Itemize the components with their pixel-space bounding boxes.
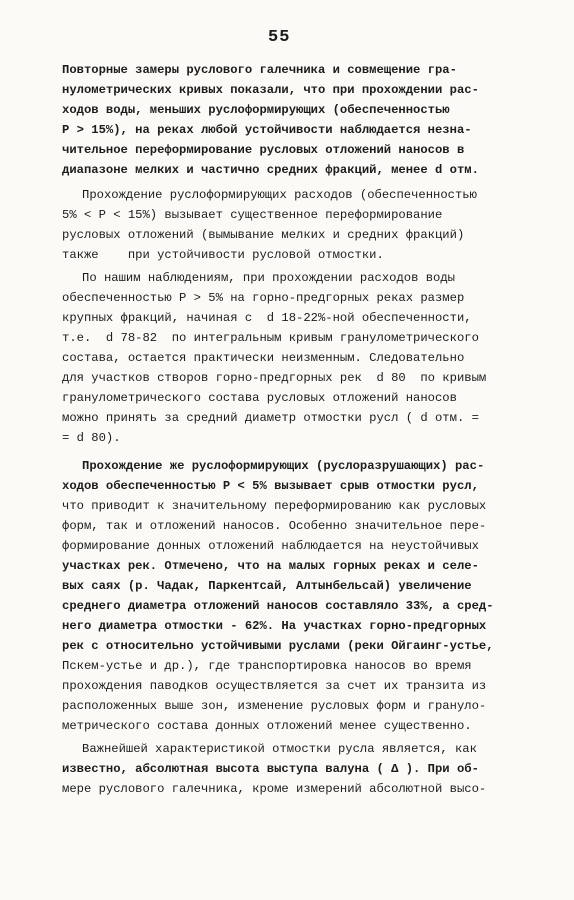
text-line: прохождения паводков осуществляется за счет их транзита из (62, 679, 487, 693)
text-line: По нашим наблюдениям, при прохождении расходов воды (82, 271, 455, 285)
text-line: можно принять за средний диаметр отмостки русл ( d отм. = (62, 411, 479, 425)
text-line: русловых отложений (вымывание мелких и средних фракций) (62, 228, 465, 242)
text-line: что приводит к значительному переформированию как русловых (62, 499, 487, 513)
text-line: Р > 15%), на реках любой устойчивости наблюдается незна- (62, 123, 472, 137)
text-line: крупных фракций, начиная с d 18-22%-ной обеспеченности, (62, 311, 472, 325)
text-line: обеспеченностью Р > 5% на горно-предгорных реках размер (62, 291, 465, 305)
text-line: него диаметра отмостки - 62%. На участках горно-предгорных (62, 619, 487, 633)
text-line: диапазоне мелких и частично средних фракций, менее d отм. (62, 163, 479, 177)
text-line: расположенных выше зон, изменение русловых форм и грануло- (62, 699, 487, 713)
text-line: чительное переформирование русловых отложений наносов в (62, 143, 465, 157)
text-line: известно, абсолютная высота выступа валуна ( Δ ). При об- (62, 762, 479, 776)
text-line: ходов обеспеченностью Р < 5% вызывает срыв отмостки русл, (62, 479, 479, 493)
text-line: т.е. d 78-82 по интегральным кривым гранулометрического (62, 331, 479, 345)
text-line: 5% < Р < 15%) вызывает существенное переформирование (62, 208, 443, 222)
text-line: Прохождение руслоформирующих расходов (обеспеченностью (82, 188, 477, 202)
text-line: участках рек. Отмечено, что на малых горных реках и селе- (62, 559, 479, 573)
text-line: вых саях (р. Чадак, Паркентсай, Алтынбельсай) увеличение (62, 579, 472, 593)
text-line: нулометрических кривых показали, что при прохождении рас- (62, 83, 479, 97)
text-line: Пскем-устье и др.), где транспортировка наносов во время (62, 659, 472, 673)
page-number: 55 (268, 28, 291, 47)
text-line: также при устойчивости русловой отмостки. (62, 248, 384, 262)
text-line: форм, так и отложений наносов. Особенно значительное пере- (62, 519, 487, 533)
text-line: гранулометрического состава русловых отложений наносов (62, 391, 457, 405)
text-line: = d 80). (62, 431, 121, 445)
text-line: формирование донных отложений наблюдается на неустойчивых (62, 539, 479, 553)
text-line: Прохождение же руслоформирующих (руслоразрушающих) рас- (82, 459, 485, 473)
text-line: рек с относительно устойчивыми руслами (реки Ойгаинг-устье, (62, 639, 494, 653)
text-line: Важнейшей характеристикой отмостки русла является, как (82, 742, 477, 756)
text-line: метрического состава донных отложений менее существенно. (62, 719, 472, 733)
text-line: среднего диаметра отложений наносов составляло 33%, а сред- (62, 599, 494, 613)
text-line: мере руслового галечника, кроме измерений абсолютной высо- (62, 782, 487, 796)
text-line: состава, остается практически неизменным. Следовательно (62, 351, 465, 365)
text-line: Повторные замеры руслового галечника и совмещение гра- (62, 63, 457, 77)
text-line: ходов воды, меньших руслоформирующих (обеспеченностью (62, 103, 450, 117)
text-line: для участков створов горно-предгорных рек d 80 по кривым (62, 371, 487, 385)
